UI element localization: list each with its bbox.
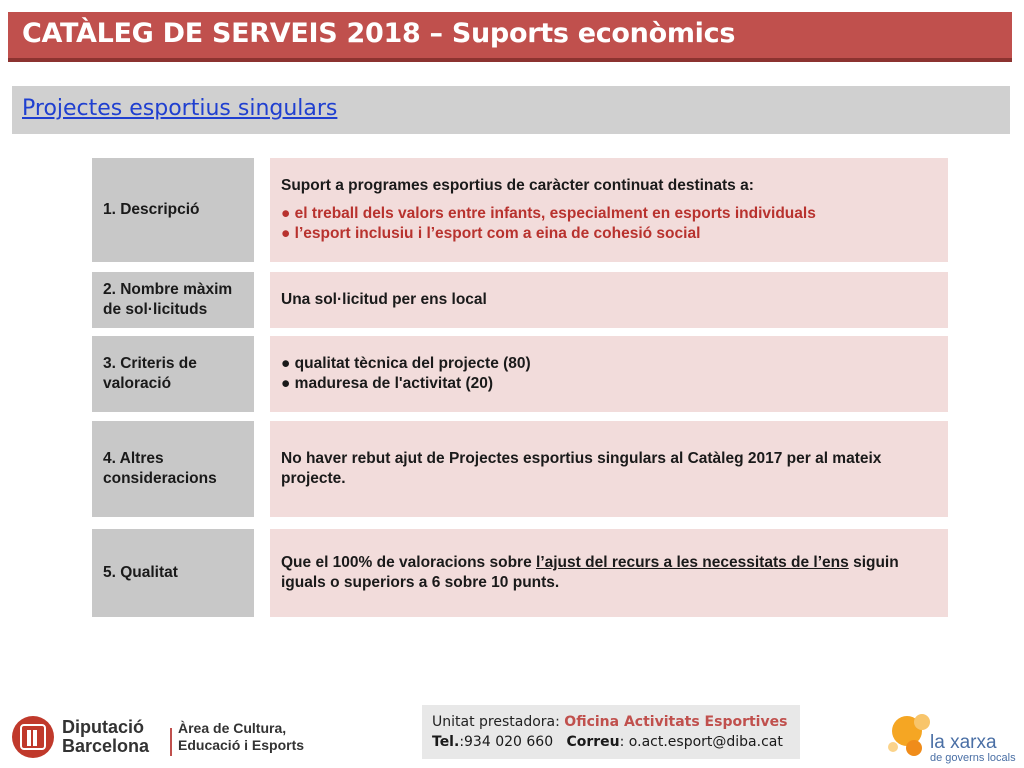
xarxa-sub-text: de governs locals [930,752,1016,764]
row-content-nombre [270,272,948,328]
row-content-descripcio [270,158,948,262]
tel-value: :934 020 660 [459,734,554,750]
title-bar [8,12,1012,62]
xarxa-dot-icon [914,714,930,730]
la-xarxa-logo [888,712,1020,764]
diputacio-logo [12,716,312,760]
row-label-criteris: 3. Criteris de valoració [92,336,254,412]
row-content-criteris [270,336,948,412]
provider-value: Oficina Activitats Esportives [564,714,788,730]
row-label-nombre: 2. Nombre màxim de sol·licituds [92,272,254,328]
section-title-link[interactable]: Projectes esportius singulars [22,96,338,121]
subtitle-bar [12,86,1010,134]
descripcio-intro: Suport a programes esportius de caràcter continuat destinats a: [281,177,754,194]
qualitat-underlined: l’ajust del recurs a les necessitats de l’ens [536,554,849,571]
logo-separator [170,728,172,756]
criteri-bullet: ● maduresa de l'activitat (20) [281,375,494,392]
logo-line: Barcelona [62,736,150,756]
provider-label: Unitat prestadora: [432,714,565,730]
area-line: Educació i Esports [178,737,305,753]
altres-text: No haver rebut ajut de Projectes esportius singulars al Catàleg 2017 per al mateix projecte. [281,450,882,487]
area-line: Àrea de Cultura, [178,720,287,736]
logo-line: Diputació [62,717,145,737]
page-title: CATÀLEG DE SERVEIS 2018 – Suports econòmics [22,18,736,49]
qualitat-text: Que el 100% de valoracions sobre l’ajust del recurs a les necessitats de l’ens siguin iguals o superiors a 6 sobre 10 punts. [281,554,899,591]
nombre-text: Una sol·licitud per ens local [281,291,487,308]
tel-label: Tel. [432,734,460,750]
row-label-altres: 4. Altres consideracions [92,421,254,517]
email-label: Correu [566,734,620,750]
xarxa-dot-icon [906,740,922,756]
email-value[interactable]: : o.act.esport@diba.cat [619,734,783,750]
criteri-bullet: ● qualitat tècnica del projecte (80) [281,355,531,372]
descripcio-bullet: ● el treball dels valors entre infants, especialment en esports individuals [281,205,816,222]
row-content-altres [270,421,948,517]
xarxa-dot-icon [888,742,898,752]
xarxa-main-text: la xarxa [930,732,997,753]
row-label-qualitat: 5. Qualitat [92,529,254,617]
provider-box [422,705,800,759]
diputacio-seal-icon [12,716,54,758]
descripcio-bullet: ● l’esport inclusiu i l’esport com a eina de cohesió social [281,225,701,242]
row-content-qualitat [270,529,948,617]
row-label-descripcio: 1. Descripció [92,158,254,262]
